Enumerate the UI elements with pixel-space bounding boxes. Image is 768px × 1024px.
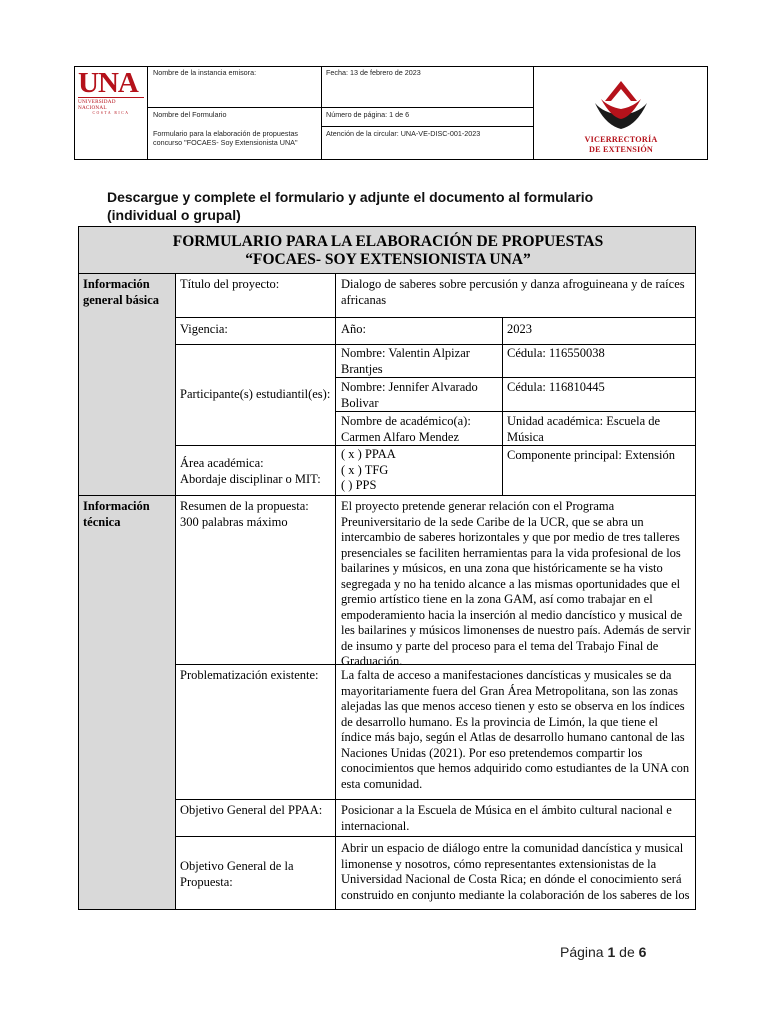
form-title <box>79 233 697 269</box>
footer-total-pages: 6 <box>638 944 647 960</box>
option-ppaa: ( x ) PPAA <box>341 447 396 461</box>
footer-prefix: Página <box>560 944 608 960</box>
vicerrectoria-logo <box>535 73 707 157</box>
una-logo <box>78 69 144 115</box>
participante-nombre: Nombre: Jennifer Alvarado Bolivar <box>341 380 478 410</box>
footer-current-page: 1 <box>607 944 616 960</box>
proposal-form <box>78 226 696 910</box>
participantes-label: Participante(s) estudiantil(es): <box>180 387 331 401</box>
una-logo-line1: UNIVERSIDAD NACIONAL <box>78 97 144 111</box>
resumen-label <box>180 499 335 530</box>
problematizacion-text: La falta de acceso a manifestaciones dancísticas y musicales se da mayoritariamente fuera del Gran Área Metropolitana, son las zonas alejadas las que menos acceso tienen y esto se observa en los índices de desarrollo humano. Es la provincia de Limón, la que tiene el índice más bajo, según el Atlas de desarrollo humano cantonal de las Naciones Unidas (2021). Por eso pretendemos compartir los conocimientos que hemos adquirido como estudiantes de la UNA con esta comunidad. <box>341 668 690 791</box>
titulo-label: Título del proyecto: <box>180 277 280 291</box>
footer-middle: de <box>615 944 639 960</box>
fecha: Fecha: 13 de febrero de 2023 <box>326 68 421 77</box>
vicerrectoria-text <box>535 135 707 155</box>
una-logo-word: UNA <box>78 67 138 99</box>
formulario-label: Nombre del Formulario <box>153 110 227 119</box>
componente-principal: Componente principal: Extensión <box>507 448 676 462</box>
vicerrectoria-line2: DE EXTENSIÓN <box>588 145 654 154</box>
form-title-line1: FORMULARIO PARA LA ELABORACIÓN DE PROPUESTAS <box>172 233 604 250</box>
pagina-numero: Número de página: 1 de 6 <box>326 110 410 119</box>
section-general: Información general básica <box>83 277 160 307</box>
objetivo-propuesta-text: Abrir un espacio de diálogo entre la comunidad dancística y musical limonense y nosotros, cómo representantes extensionistas de la Universidad Nacional de Costa Rica; en dónde el conocimiento será construido en conjunto mediante la colaboración de los saberes de los <box>341 841 690 902</box>
objetivo-ppaa-label: Objetivo General del PPAA: <box>180 803 323 817</box>
area-label-line2: Abordaje disciplinar o MIT: <box>180 471 321 486</box>
document-header <box>74 66 708 160</box>
resumen-label-line2: 300 palabras máximo <box>180 514 288 529</box>
vicerrectoria-line1: VICERRECTORÍA <box>584 135 658 144</box>
participante-cedula: Cédula: 116810445 <box>507 380 605 394</box>
academico: Nombre de académico(a): Carmen Alfaro Mendez <box>341 414 471 444</box>
option-pps: ( ) PPS <box>341 478 377 492</box>
instancia-label: Nombre de la instancia emisora: <box>153 68 257 77</box>
option-tfg: ( x ) TFG <box>341 462 389 477</box>
objetivo-propuesta-label: Objetivo General de la Propuesta: <box>180 859 294 889</box>
participante-cedula: Cédula: 116550038 <box>507 346 605 360</box>
resumen-label-line1: Resumen de la propuesta: <box>180 499 309 513</box>
page-footer <box>560 944 700 960</box>
area-options <box>341 447 499 494</box>
area-label-line1: Área académica: <box>180 456 264 470</box>
participante-nombre: Nombre: Valentin Alpizar Brantjes <box>341 346 470 376</box>
area-academica-label <box>180 456 335 487</box>
form-title-line2: “FOCAES- SOY EXTENSIONISTA UNA” <box>245 251 531 268</box>
titulo-value: Dialogo de saberes sobre percusión y danza afroguineana y de raíces africanas <box>341 277 685 307</box>
vicerrectoria-emblem-icon <box>535 73 707 133</box>
vigencia-label: Vigencia: <box>180 322 228 336</box>
objetivo-ppaa-text: Posicionar a la Escuela de Música en el ámbito cultural nacional e internacional. <box>341 803 672 833</box>
instruction-text: Descargue y complete el formulario y adjunte el documento al formulario (individual o grupal) <box>107 189 594 223</box>
anio-value: 2023 <box>507 322 532 336</box>
resumen-text: El proyecto pretende generar relación con el Programa Preuniversitario de la sede Caribe de la UCR, que se abra un intercambio de saberes horizontales y que por medio de tres talleres presenciales se faciliten herramientas para la vida profesional de los bailarines y músicos, en una zona que históricamente se ha visto segregada y no ha tenido alcance a las mismas oportunidades que el gremio artístico tiene en la zona GAM, así como trabajar en el empoderamiento hacia la inserción al medio dancístico y musical de les bailarines y músicos limonenses de nuestro país. Además de servir de insumo y parte del proceso para el tema del Trabajo Final de Graduación. <box>341 499 691 668</box>
una-logo-line2: COSTA RICA <box>92 111 130 115</box>
circular: Atención de la circular: UNA-VE-DISC-001-2023 <box>326 129 481 138</box>
section-tecnica: Información técnica <box>83 499 150 529</box>
problematizacion-label: Problematización existente: <box>180 668 319 682</box>
unidad-academica: Unidad académica: Escuela de Música <box>507 414 661 444</box>
formulario-nombre: Formulario para la elaboración de propuestas concurso "FOCAES- Soy Extensionista UNA" <box>153 129 299 148</box>
anio-label: Año: <box>341 322 366 336</box>
